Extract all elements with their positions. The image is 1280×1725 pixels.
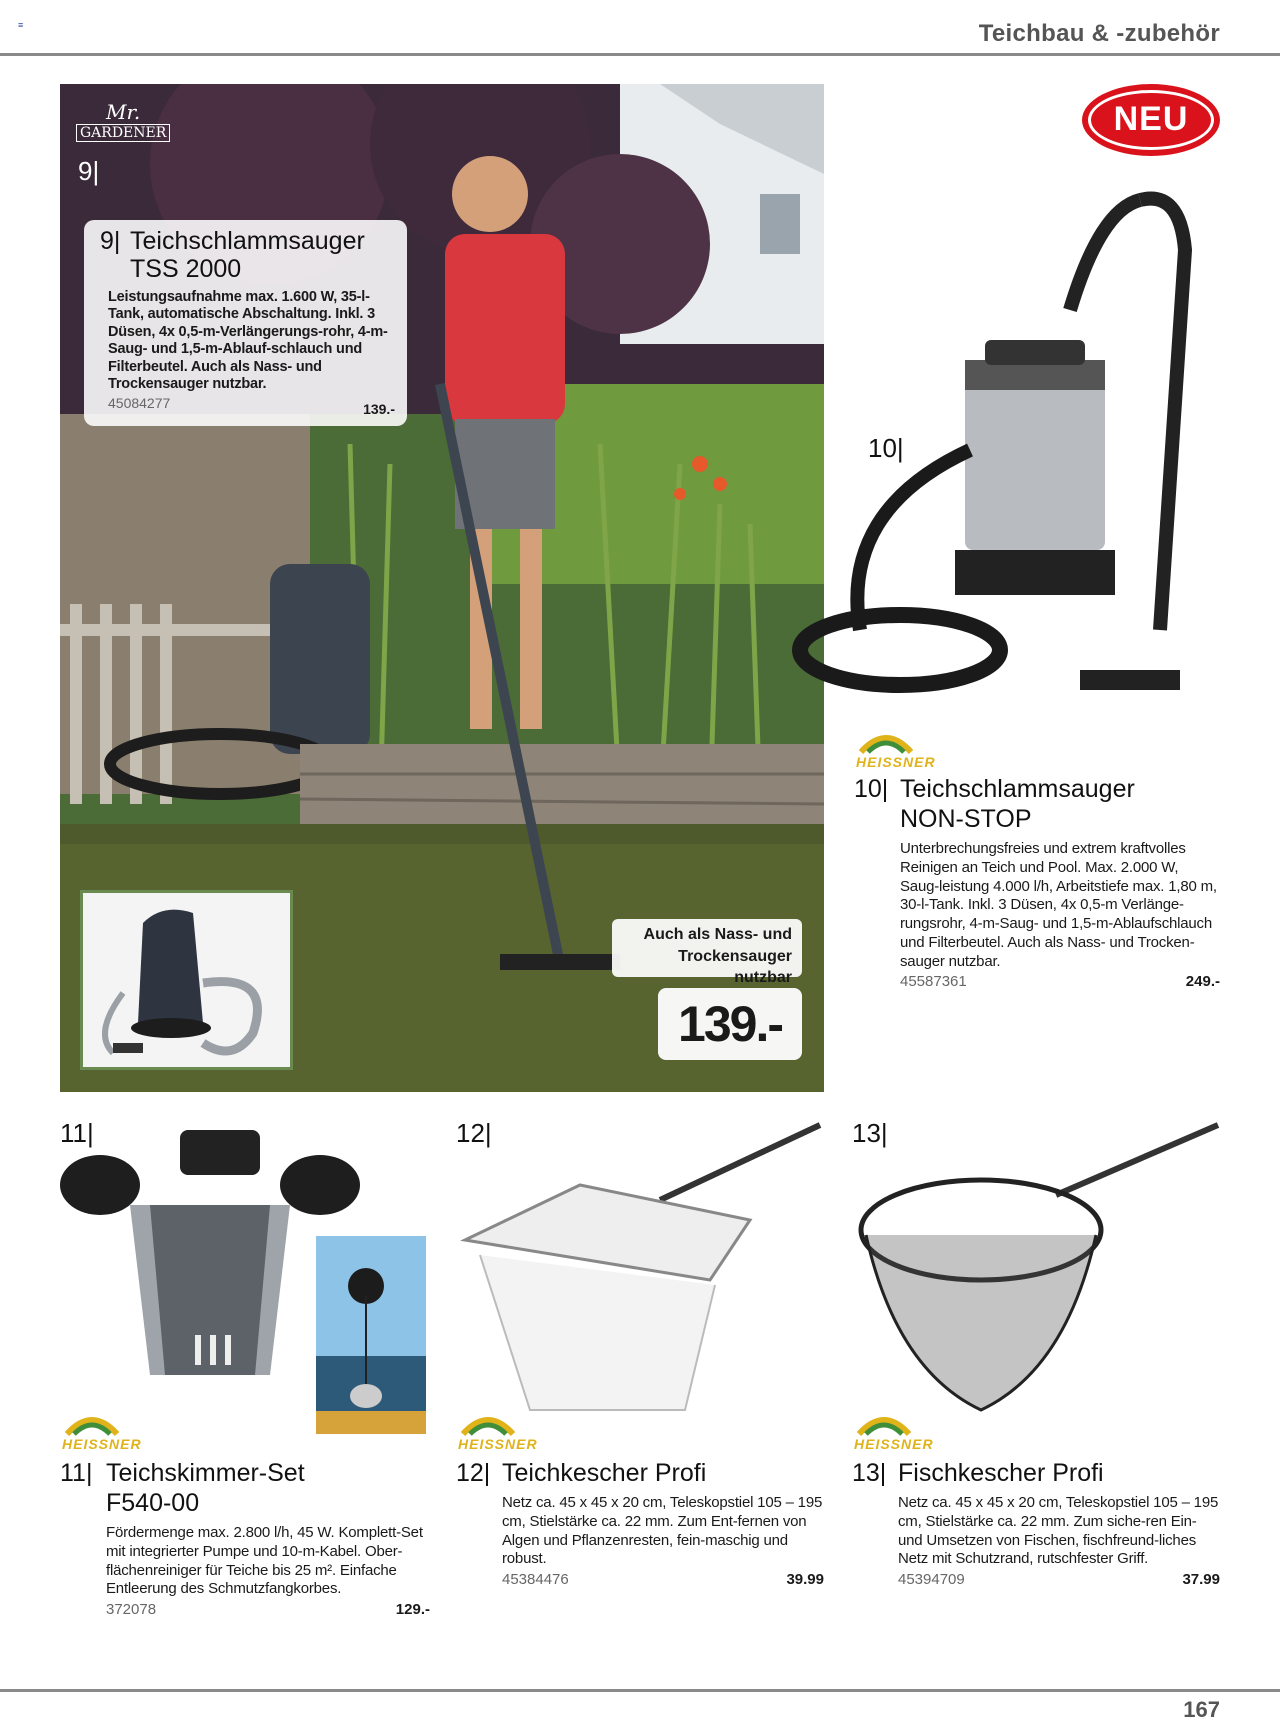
pond-net-image	[460, 1120, 830, 1420]
product-number-label: 12|	[456, 1118, 492, 1148]
product-number-label: 10|	[868, 433, 904, 463]
wet-dry-callout: Auch als Nass- und Trockensauger nutzbar	[612, 919, 802, 977]
article-number: 45394709	[898, 1571, 965, 1588]
product-title: 9| Teichschlammsauger TSS 2000	[100, 227, 365, 283]
fish-net-image	[856, 1120, 1226, 1420]
product-title: 13| Fischkescher Profi	[852, 1459, 1104, 1487]
heissner-logo: HEISSNER	[62, 1412, 162, 1452]
heissner-logo: HEISSNER	[458, 1412, 558, 1452]
vacuum-non-stop-image	[740, 190, 1200, 710]
vacuum-inset-image	[83, 893, 290, 1067]
product-title: 10| Teichschlammsauger NON-STOP	[854, 775, 1135, 833]
product-block-11	[60, 1458, 430, 1621]
product-number-label: 13|	[852, 1118, 888, 1148]
product-card-9	[84, 220, 407, 426]
category-title: Teichbau & -zubehör	[978, 20, 1220, 47]
new-badge: NEU	[1082, 84, 1220, 156]
product-price: 249.-	[1185, 973, 1220, 991]
big-price-tag: 139.-	[658, 988, 802, 1060]
article-number: 372078	[106, 1601, 157, 1618]
article-number: 45384476	[502, 1571, 569, 1588]
product-title: 11| Teichskimmer-Set F540-00	[60, 1459, 305, 1517]
product-block-10	[854, 774, 1220, 993]
product-block-13	[852, 1458, 1220, 1591]
skimmer-image	[60, 1125, 360, 1385]
hero-photo	[60, 84, 824, 1092]
mr-gardener-logo: Mr. GARDENER	[76, 102, 170, 142]
product-price: 37.99	[1182, 1571, 1220, 1588]
product-price: 39.99	[786, 1571, 824, 1588]
footer-rule	[0, 1689, 1280, 1692]
product-description: Netz ca. 45 x 45 x 20 cm, Teleskopstiel 105 – 195 cm, Stielstärke ca. 22 mm. Zum siche-ren Ein- und Umsetzen von Fischen, fischfreund-liches Netz mit Schutzrand, rutschfester Griff.	[898, 1494, 1219, 1568]
article-number: 45587361	[900, 973, 967, 991]
article-number: 45084277	[108, 395, 171, 412]
product-title: 12| Teichkescher Profi	[456, 1459, 707, 1487]
product-number-label: 11|	[60, 1118, 94, 1148]
header-rule	[0, 53, 1280, 56]
product-price: 129.-	[395, 1601, 430, 1618]
product-description: Leistungsaufnahme max. 1.600 W, 35-l-Tank, automatische Abschaltung. Inkl. 3 Düsen, 4x 0,5-m-Verlängerungs-rohr, 4-m-Saug- und 1,5-m-Ablauf-schlauch und Filterbeutel. Auch als Nass- und Trockensauger nutzbar.	[108, 289, 388, 392]
product-description: Unterbrechungsfreies und extrem kraftvolles Reinigen an Teich und Pool. Max. 2.000 W, Saug-leistung 4.000 l/h, Arbeitstiefe max. 1,80 m, 30-l-Tank. Inkl. 3 Düsen, 4x 0,5-m Verlänge-rungsrohr, 4-m-Saug- und 1,5-m-Ablaufschlauch und Filterbeutel. Auch als Nass- und Trocken-sauger nutzbar.	[900, 840, 1217, 970]
product-description: Fördermenge max. 2.800 l/h, 45 W. Komplett-Set mit integrierter Pumpe und 10-m-Kabel. Ober-flächenreiniger für Teiche bis 25 m². Einfache Entleerung des Schmutzfangkorbes.	[106, 1524, 423, 1598]
page-number: 167	[1183, 1697, 1220, 1722]
skimmer-pond-illustration	[316, 1236, 426, 1434]
hero-number: 9|	[78, 156, 100, 186]
product-block-12	[456, 1458, 824, 1591]
inset-product-photo	[80, 890, 293, 1070]
heissner-logo: HEISSNER	[854, 1412, 954, 1452]
heissner-logo: HEISSNER	[856, 730, 956, 770]
header-mark: ≡	[18, 20, 24, 30]
product-description: Netz ca. 45 x 45 x 20 cm, Teleskopstiel 105 – 195 cm, Stielstärke ca. 22 mm. Zum Ent-fernen von Algen und Pflanzenresten, fein-maschig und robust.	[502, 1494, 823, 1568]
product-price: 139.-	[363, 401, 395, 417]
